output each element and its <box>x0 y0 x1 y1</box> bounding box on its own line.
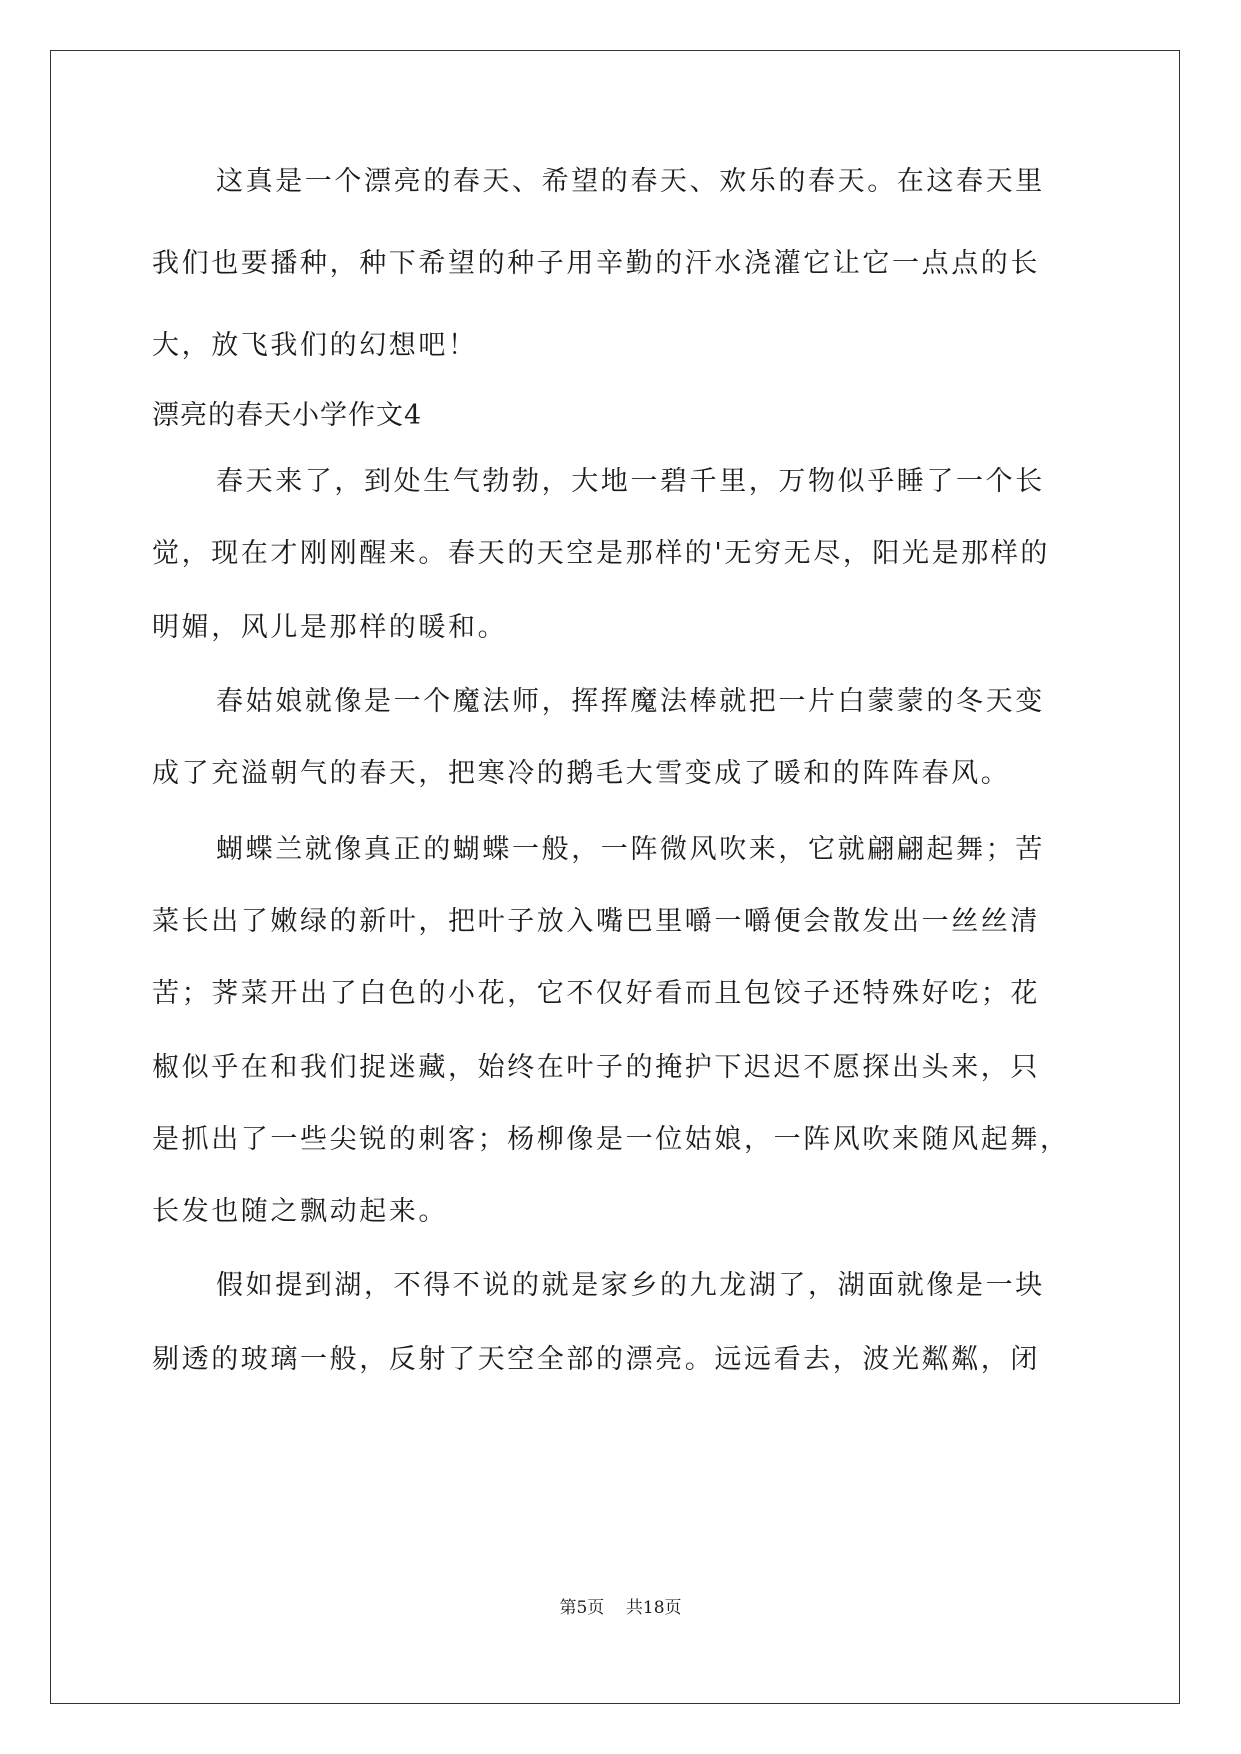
paragraph-line: 这真是一个漂亮的春天、希望的春天、欢乐的春天。在这春天里 <box>216 166 1045 197</box>
paragraph-line: 苦；荠菜开出了白色的小花，它不仅好看而且包饺子还特殊好吃；花 <box>152 978 1040 1009</box>
paragraph-line: 蝴蝶兰就像真正的蝴蝶一般，一阵微风吹来，它就翩翩起舞；苦 <box>216 834 1045 865</box>
paragraph-line: 椒似乎在和我们捉迷藏，始终在叶子的掩护下迟迟不愿探出头来，只 <box>152 1052 1040 1083</box>
page-footer <box>0 1596 1241 1620</box>
paragraph-line: 觉，现在才刚刚醒来。春天的天空是那样的'无穷无尽，阳光是那样的 <box>152 538 1051 569</box>
paragraph-line: 长发也随之飘动起来。 <box>152 1196 448 1227</box>
paragraph-line: 成了充溢朝气的春天，把寒冷的鹅毛大雪变成了暖和的阵阵春风。 <box>152 758 1011 789</box>
page-total: 共18页 <box>625 1598 682 1618</box>
paragraph-line: 明媚，风儿是那样的暖和。 <box>152 612 508 643</box>
page-number: 第5页 <box>559 1598 605 1618</box>
paragraph-line: 剔透的玻璃一般，反射了天空全部的漂亮。远远看去，波光粼粼，闭 <box>152 1344 1040 1375</box>
paragraph-line: 大，放飞我们的幻想吧！ <box>152 330 478 361</box>
paragraph-line: 春姑娘就像是一个魔法师，挥挥魔法棒就把一片白蒙蒙的冬天变 <box>216 686 1045 717</box>
paragraph-line: 春天来了，到处生气勃勃，大地一碧千里，万物似乎睡了一个长 <box>216 466 1045 497</box>
paragraph-line: 是抓出了一些尖锐的刺客；杨柳像是一位姑娘，一阵风吹来随风起舞， <box>152 1124 1070 1155</box>
paragraph-line: 我们也要播种，种下希望的种子用辛勤的汗水浇灌它让它一点点的长 <box>152 248 1040 279</box>
section-heading: 漂亮的春天小学作文4 <box>152 400 423 431</box>
paragraph-line: 假如提到湖，不得不说的就是家乡的九龙湖了，湖面就像是一块 <box>216 1270 1045 1301</box>
page-frame <box>50 50 1180 1704</box>
paragraph-line: 菜长出了嫩绿的新叶，把叶子放入嘴巴里嚼一嚼便会散发出一丝丝清 <box>152 906 1040 937</box>
